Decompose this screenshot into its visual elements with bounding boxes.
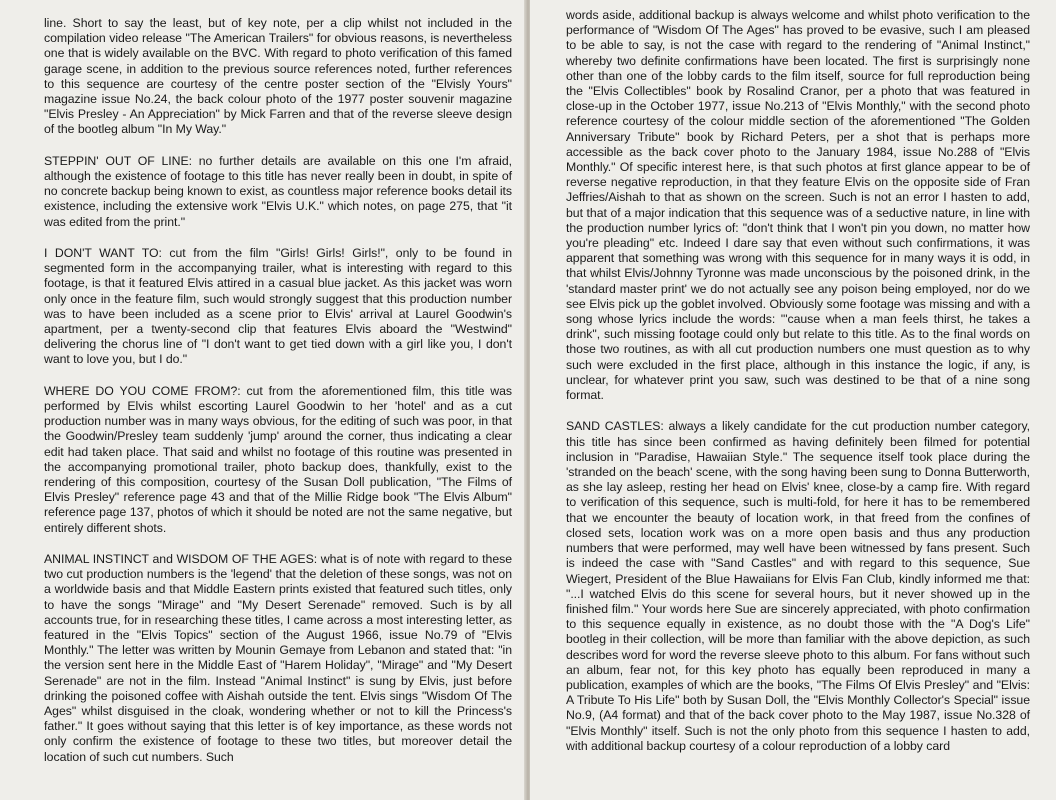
paragraph-animal-instinct: ANIMAL INSTINCT and WISDOM OF THE AGES: what is of note with regard to these two cut production numbers is the 'legend' that the deletion of these songs, was not on a worldwide basis and that Middle Eastern prints existed that featured such titles, only to have the songs "Mirage" and "My Desert Serenade" removed. Such is by all accounts true, for in researching these titles, I came across a most interesting letter, as featured in the "Elvis Topics" section of the August 1966, issue No.79 of "Elvis Monthly." The letter was written by Mounin Gemaye from Lebanon and stated that: "in the version sent here in the Middle East of "Harem Holiday", "Mirage" and "My Desert Serenade" are not in the film. Instead "Animal Instinct" is sung by Elvis, just before drinking the poisoned coffee with Aishah outside the tent. Elvis sings "Wisdom Of The Ages" whilst disguised in the cloak, wondering whether or not to kill the Princess's father." It goes without saying that this letter is of key importance, as these words not only confirm the existence of footage to these two titles, but moreover detail the location of such cut numbers. Such [44, 552, 512, 764]
left-page [0, 0, 526, 800]
paragraph-wisdom-of-the-ages: words aside, additional backup is always welcome and whilst photo verification to the performance of "Wisdom Of The Ages" has proved to be evasive, such I am pleased to be able to say, is not the case with regard to the rendering of "Animal Instinct," whereby two definite confirmations have been located. The first is surprisingly none other than one of the lobby cards to the film itself, source for full reproduction being the "Elvis Collectibles" book by Rosalind Cranor, per a photo that was featured in close-up in the October 1977, issue No.213 of "Elvis Monthly," with the second photo reference courtesy of the colour middle section of the aforementioned "The Golden Anniversary Tribute" book by Richard Peters, per a shot that is perhaps more accessible as the back cover photo to the January 1984, issue No.288 of "Elvis Monthly." Of specific interest here, is that such photos at first glance appear to be of reverse negative reproduction, in that they feature Elvis on the opposite side of Fran Jeffries/Aishah to that as shown on the screen. Such is not an error I hasten to add, but that of a major indication that this sequence was of a seductive nature, in line with the production number lyrics of: "don't think that I won't pin you down, no matter how you're pleading" etc. Indeed I dare say that even without such confirmations, it was apparent that something was wrong with this sequence for in many ways it is odd, in that whilst Elvis/Johnny Tyronne was made unconscious by the poisoned drink, in the 'standard master print' we do not actually see any poison being employed, nor do we see Elvis pick up the goblet involved. Obviously some footage was missing and with a song whose lyrics include the words: "'cause when a man feels thirst, he takes a drink", such missing footage could only but relate to this title. As to the final words on those two routines, as with all cut production numbers one must question as to why such were excluded in the first place, although in this instance the logic, if any, is unclear, for whatever print you saw, such was destined to be that of a nine song format. [566, 8, 1030, 403]
paragraph-steppin-out-of-line: STEPPIN' OUT OF LINE: no further details are available on this one I'm afraid, although the existence of footage to this title has never really been in doubt, in spite of no concrete backup being known to exist, as countless major reference books detail its existence, including the extensive work "Elvis U.K." which notes, on page 275, that "it was edited from the print." [44, 153, 512, 229]
paragraph-i-dont-want-to: I DON'T WANT TO: cut from the film "Girls! Girls! Girls!", only to be found in segmented form in the accompanying trailer, what is interesting with regard to this footage, is that it featured Elvis attired in a casual blue jacket. As this jacket was worn only once in the feature film, such would strongly suggest that this production number was to have been included as a scene prior to Elvis' arrival at Laurel Goodwin's apartment, per a twenty-second clip that features Elvis aboard the "Westwind" delivering the chorus line of "I don't want to get tied down with a girl like you, I don't want to love you, but I do." [44, 246, 512, 367]
paragraph-sand-castles: SAND CASTLES: always a likely candidate for the cut production number category, this title has since been confirmed as having definitely been filmed for potential inclusion in "Paradise, Hawaiian Style." The sequence itself took place during the 'stranded on the beach' scene, with the song having been sung to Donna Butterworth, as she lay asleep, resting her head on Elvis' knee, close-by a camp fire. With regard to verification of this sequence, such is multi-fold, for here it has to be remembered that we encounter the beauty of location work, in that freed from the confines of closed sets, location work was on a more open basis and thus any production numbers that were performed, may well have been witnessed by fans present. Such is indeed the case with "Sand Castles" and with regard to this sequence, Sue Wiegert, President of the Blue Hawaiians for Elvis Fan Club, kindly informed me that: "...I watched Elvis do this scene for several hours, but it never showed up in the finished film." Your words here Sue are sincerely appreciated, with photo confirmation to this sequence equally in existence, as no doubt those with the "A Dog's Life" bootleg in their collection, will be more than familiar with the above depiction, as such describes word for word the reverse sleeve photo to this album. For fans without such an album, fear not, for this key photo has equally been reproduced in many a publication, examples of which are the books, "The Films Of Elvis Presley" and "Elvis: A Tribute To His Life" both by Susan Doll, the "Elvis Monthly Collector's Special" issue No.9, (A4 format) and that of the back cover photo to the May 1987, issue No.328 of "Elvis Monthly" itself. Such is not the only photo from this sequence I hasten to add, with additional backup courtesy of a colour reproduction of a lobby card [566, 419, 1030, 753]
paragraph-garage-scene: line. Short to say the least, but of key note, per a clip whilst not included in the compilation video release "The American Trailers" for obvious reasons, is nevertheless one that is widely available on the BVC. With regard to photo verification of this famed garage scene, in addition to the previous source references noted, further references to this sequence are courtesy of the centre poster section of the "Elvisly Yours" magazine issue No.24, the back colour photo of the 1977 poster souvenir magazine "Elvis Presley - An Appreciation" by Mick Farren and that of the reverse sleeve design of the bootleg album "In My Way." [44, 16, 512, 137]
right-page [530, 0, 1056, 800]
paragraph-where-do-you-come-from: WHERE DO YOU COME FROM?: cut from the aforementioned film, this title was performed by Elvis whilst escorting Laurel Goodwin to her 'hotel' and as a cut production number was in many ways obvious, for the editing of such was poor, in that the Goodwin/Presley team suddenly 'jump' around the corner, thus indicating a clear edit had taken place. That said and whilst no footage of this routine was presented in the accompanying promotional trailer, photo backup does, thankfully, exist to the rendering of this composition, courtesy of the Susan Doll publication, "The Films of Elvis Presley" reference page 43 and that of the Millie Ridge book "The Elvis Album" reference page 137, photos of which it should be noted are not the same negative, but entirely different shots. [44, 383, 512, 535]
